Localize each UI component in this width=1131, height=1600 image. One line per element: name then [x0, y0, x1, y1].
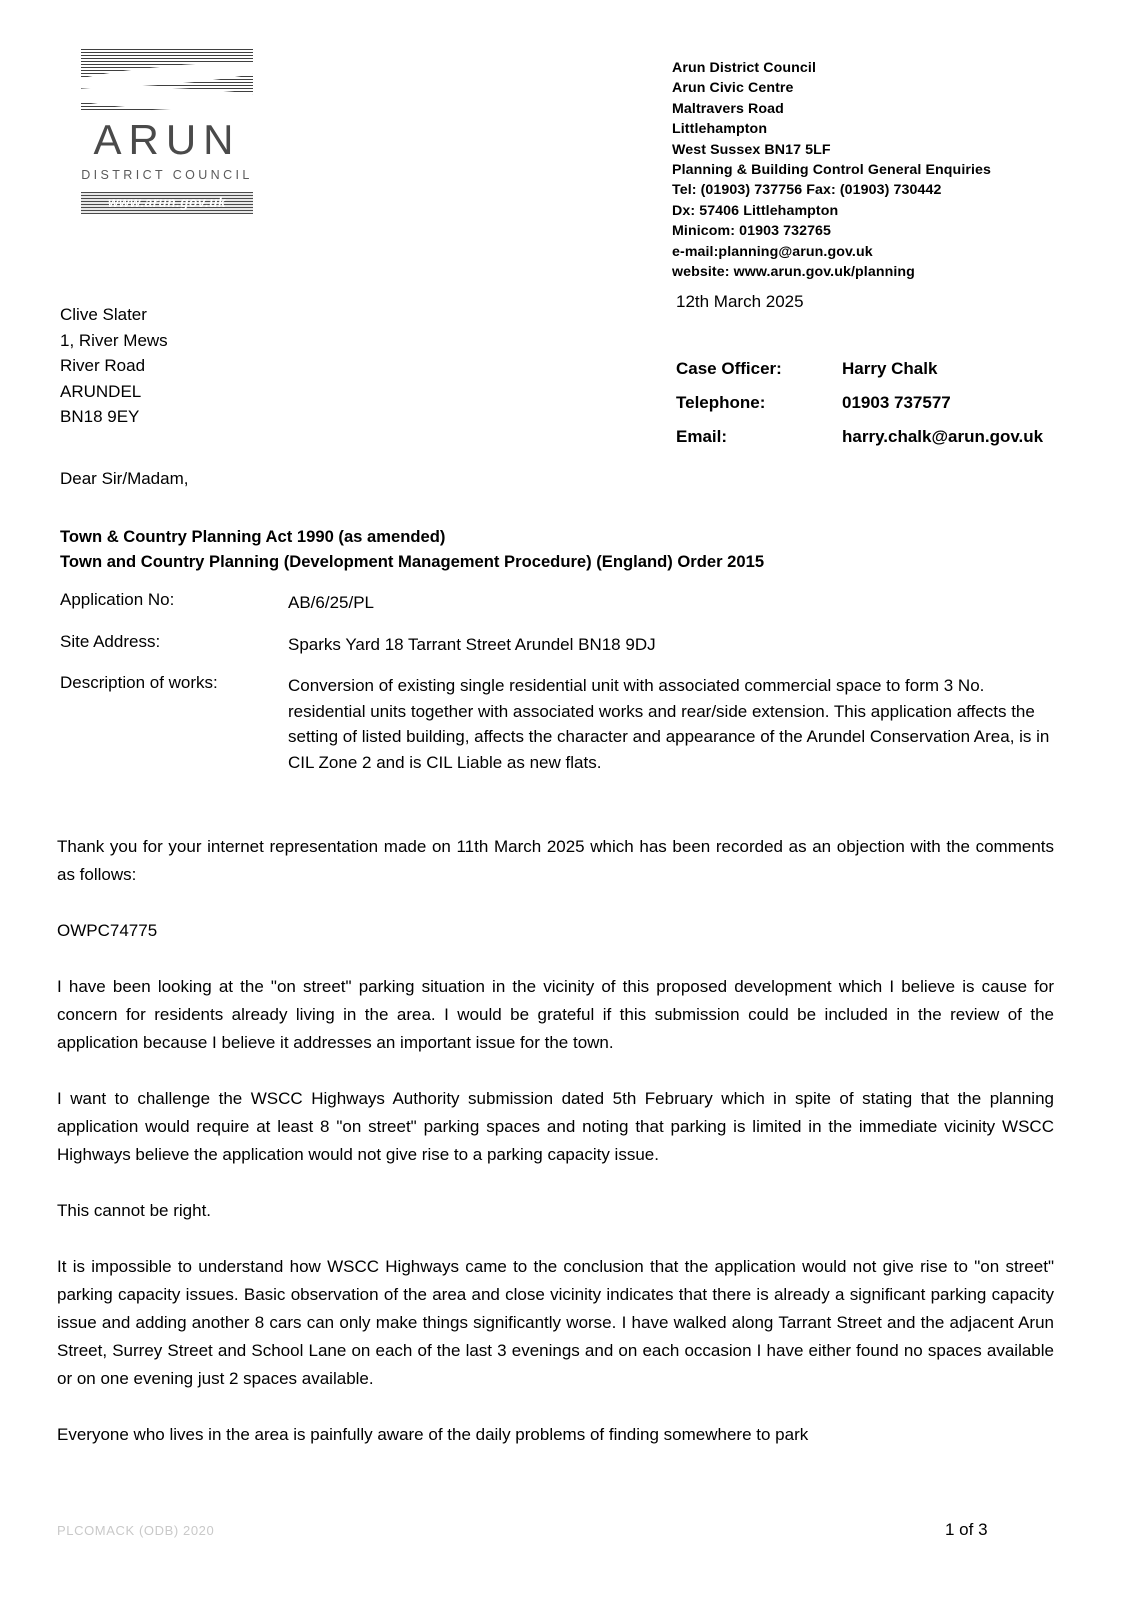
- council-address-line: Dx: 57406 Littlehampton: [672, 202, 839, 219]
- council-address-line: Arun Civic Centre: [672, 80, 794, 97]
- council-address-line: Tel: (01903) 737756 Fax: (01903) 730442: [672, 182, 942, 199]
- email-row: [676, 420, 1043, 454]
- logo-wordmark: ARUN: [93, 116, 241, 163]
- application-no-row: [60, 590, 1060, 616]
- letter-date: 12th March 2025: [676, 292, 804, 311]
- application-details: [60, 590, 1060, 791]
- council-address-line: Planning & Building Control General Enquiries: [672, 162, 992, 179]
- site-address-row: [60, 632, 1060, 658]
- footer-document-code: PLCOMACK (ODB) 2020: [57, 1523, 215, 1538]
- council-address-line: West Sussex BN17 5LF: [672, 141, 831, 158]
- body-paragraph: It is impossible to understand how WSCC Highways came to the conclusion that the application would not give rise to "on street" parking capacity issues. Basic observation of the area and close vicinity indicates that there is already a significant parking capacity issue and adding another 8 cars can only make things significantly worse. I have walked along Tarrant Street and the adjacent Arun Street, Surrey Street and School Lane on each of the last 3 evenings and on each occasion I have either found no spaces available or on one evening just 2 spaces available.: [57, 1257, 1054, 1388]
- legislation-heading: [60, 524, 764, 574]
- council-address-block: [672, 58, 991, 282]
- letter-body: [57, 833, 1054, 1477]
- arun-logo-icon: [81, 48, 253, 110]
- email-label: Email:: [676, 427, 728, 446]
- case-officer-row: [676, 352, 1043, 386]
- telephone-value: 01903 737577: [842, 393, 951, 412]
- case-officer-value: Harry Chalk: [842, 359, 938, 378]
- body-paragraph: This cannot be right.: [57, 1201, 212, 1220]
- council-address-line: website: www.arun.gov.uk/planning: [672, 264, 915, 281]
- logo-subtitle: DISTRICT COUNCIL: [81, 168, 253, 182]
- body-intro: Thank you for your internet representation made on 11th March 2025 which has been recorded as an objection with the comments as follows:: [57, 837, 1054, 884]
- email-value: harry.chalk@arun.gov.uk: [842, 427, 1044, 446]
- site-address-value: Sparks Yard 18 Tarrant Street Arundel BN18 9DJ: [288, 634, 656, 654]
- council-address-line: Littlehampton: [672, 121, 768, 138]
- legislation-line: Town & Country Planning Act 1990 (as amended): [60, 527, 446, 546]
- description-of-works-row: [60, 673, 1060, 775]
- body-paragraph: I want to challenge the WSCC Highways Authority submission dated 5th February which in spite of stating that the planning application would require at least 8 "on street" parking spaces and noting that parking is limited in the immediate vicinity WSCC Highways believe the application would not give rise to a parking capacity issue.: [57, 1089, 1054, 1164]
- site-address-label: Site Address:: [60, 631, 161, 651]
- description-of-works-label: Description of works:: [60, 673, 218, 692]
- addressee-line: BN18 9EY: [60, 407, 140, 426]
- arun-district-council-logo: [72, 48, 262, 214]
- telephone-row: [676, 386, 1043, 420]
- council-address-line: Maltravers Road: [672, 100, 784, 117]
- letterhead: [0, 0, 1131, 290]
- application-no-value: AB/6/25/PL: [288, 593, 375, 612]
- addressee-line: 1, River Mews: [60, 330, 168, 350]
- addressee-line: ARUNDEL: [60, 381, 142, 401]
- logo-website-banner: www.arun.gov.uk: [81, 192, 253, 214]
- addressee-line: Clive Slater: [60, 305, 147, 324]
- council-address-line: e-mail:planning@arun.gov.uk: [672, 243, 873, 260]
- page-number: 1 of 3: [945, 1520, 988, 1539]
- telephone-label: Telephone:: [676, 393, 766, 412]
- addressee-line: River Road: [60, 356, 146, 375]
- description-of-works-value: Conversion of existing single residential unit with associated commercial space to form 3 No. residential units together with associated works and rear/side extension. This application affects the setting of listed building, affects the character and appearance of the Arundel Conservation Area, is in CIL Zone 2 and is CIL Liable as new flats.: [288, 676, 1050, 772]
- application-no-label: Application No:: [60, 590, 175, 609]
- salutation: Dear Sir/Madam,: [60, 469, 189, 488]
- council-address-line: Minicom: 01903 732765: [672, 223, 832, 240]
- body-paragraph: I have been looking at the "on street" parking situation in the vicinity of this proposed development which I believe is cause for concern for residents already living in the area. I would be grateful if this submission could be included in the review of the application because I believe it addresses an important issue for the town.: [57, 977, 1054, 1052]
- legislation-line: Town and Country Planning (Development Management Procedure) (England) Order 2015: [60, 552, 765, 571]
- case-officer-label: Case Officer:: [676, 359, 782, 378]
- body-paragraph: Everyone who lives in the area is painfully aware of the daily problems of finding somewhere to park: [57, 1425, 809, 1444]
- council-address-line: Arun District Council: [672, 60, 816, 76]
- case-officer-details: [676, 352, 1043, 454]
- addressee-block: [60, 302, 168, 430]
- representation-reference: OWPC74775: [57, 921, 158, 940]
